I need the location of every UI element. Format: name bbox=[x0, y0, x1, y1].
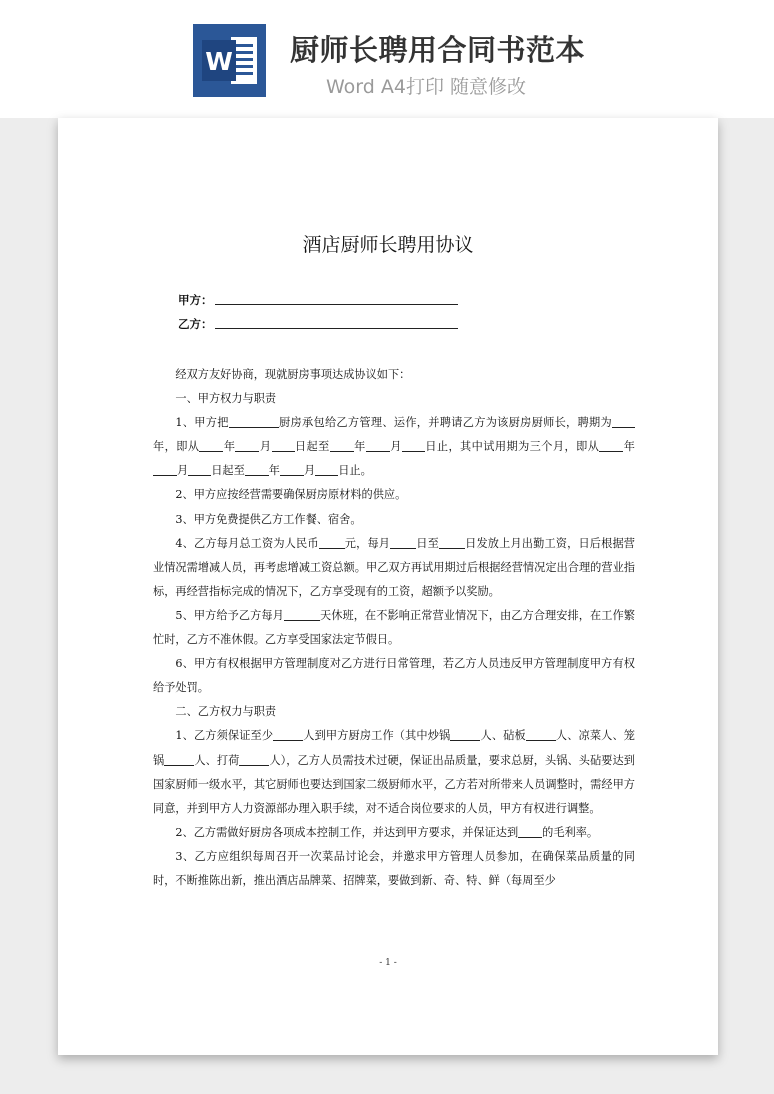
clause-b2: 2、乙方需做好厨房各项成本控制工作，并达到甲方要求，并保证达到 的毛利率。 bbox=[175, 825, 599, 839]
party-a-blank bbox=[215, 292, 458, 305]
section-heading-1: 一、甲方权力与职责 bbox=[175, 392, 277, 406]
banner-title: 厨师长聘用合同书范本 bbox=[290, 33, 586, 67]
intro-paragraph: 经双方友好协商，现就厨房事项达成协议如下： bbox=[175, 368, 411, 381]
clause-a1: 1、甲方把 厨房承包给乙方管理、运作，并聘请乙方为该厨房厨师长，聘期为年，即从 年 月 日起至 年 月 日止，其中试用期为三个月，即从 年月 日起至 年 月 日止。 bbox=[153, 416, 635, 478]
clause-a5: 5、甲方给予乙方每月 天休班，在不影响正常营业情况下，由乙方合理安排，在工作繁忙时，乙方不准休假。乙方享受国家法定节假日。 bbox=[153, 608, 635, 647]
section-heading-2: 二、乙方权力与职责 bbox=[175, 705, 277, 719]
party-b-blank bbox=[215, 316, 458, 329]
word-icon bbox=[193, 24, 266, 97]
clause-b3: 3、乙方应组织每周召开一次菜品讨论会，并邀求甲方管理人员参加，在确保菜品质量的同时，不断推陈出新，推出酒店品牌菜、招牌菜，要做到新、奇、特、鲜（每周至少 bbox=[153, 849, 635, 887]
contract-body bbox=[153, 363, 635, 893]
party-a-label: 甲方： bbox=[178, 293, 213, 307]
party-b-field bbox=[178, 316, 458, 332]
word-icon-letter: W bbox=[205, 47, 233, 76]
header-banner bbox=[0, 0, 774, 118]
clause-a4: 4、乙方每月总工资为人民币 元，每月 日至 日发放上月出勤工资，日后根据营业情况需增减人员，再考虑增减工资总额。甲乙双方再试用期过后根据经营情况定出合理的营业指标，再经营指标完成的情况下，乙方享受现有的工资，超额予以奖励。 bbox=[153, 536, 635, 598]
party-b-label: 乙方： bbox=[178, 317, 213, 331]
banner-subtitle: Word A4打印 随意修改 bbox=[326, 76, 527, 98]
document-title: 酒店厨师长聘用协议 bbox=[302, 234, 474, 256]
document-page bbox=[58, 118, 718, 1055]
page-number: - 1 - bbox=[379, 958, 397, 968]
clause-a3: 3、甲方免费提供乙方工作餐、宿舍。 bbox=[175, 512, 362, 526]
clause-b1: 1、乙方须保证至少 人到甲方厨房工作（其中炒锅 人、砧板 人、凉菜人、笼锅 人、打荷 人），乙方人员需技术过硬，保证出品质量，要求总厨，头锅、头砧要达到国家厨师一级水平，其它厨师也要达到国家二级厨师水平，乙方若对所带来人员调整时，需经甲方同意，并到甲方人力资源部办理入职手续，对不适合岗位要求的人员，甲方有权进行调整。 bbox=[153, 729, 635, 815]
clause-a6: 6、甲方有权根据甲方管理制度对乙方进行日常管理，若乙方人员违反甲方管理制度甲方有权给予处罚。 bbox=[153, 657, 635, 695]
party-a-field bbox=[178, 292, 458, 308]
clause-a2: 2、甲方应按经营需要确保厨房原材料的供应。 bbox=[175, 488, 407, 502]
